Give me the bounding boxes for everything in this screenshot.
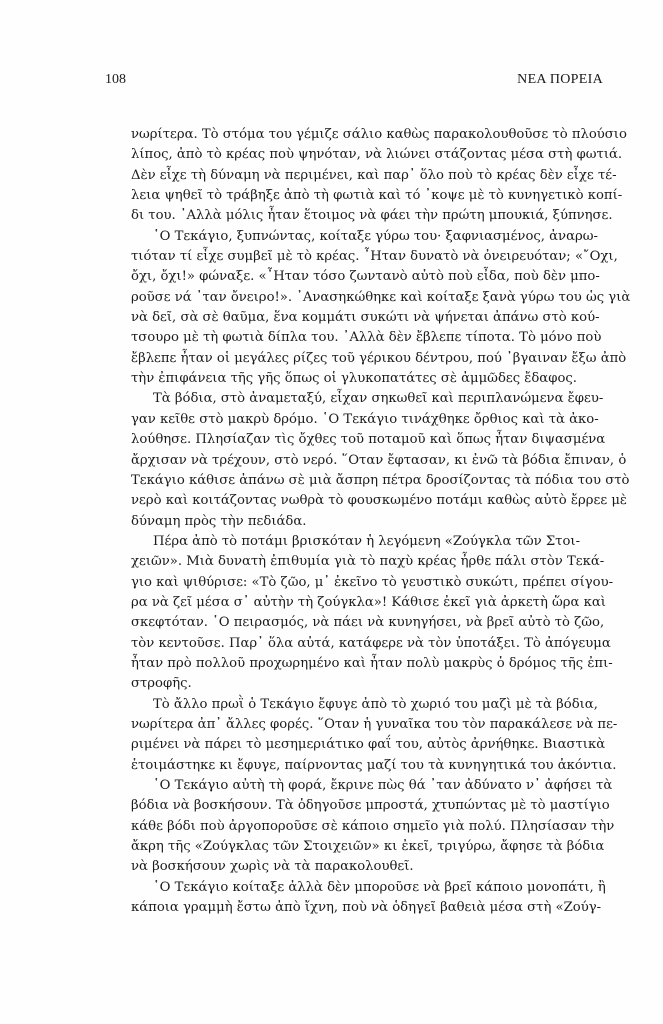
page-header	[105, 72, 603, 92]
text-line: δι του. ᾽Αλλὰ μόλις ἦταν ἕτοιμος νὰ φάει τὴν πρώτη μπουκιά, ξύπνησε.	[131, 208, 613, 224]
text-line: λεια ψηθεῖ τὸ τράβηξε ἀπὸ τὴ φωτιὰ καὶ τό ᾽κοψε μὲ τὸ κυνηγετικὸ κοπί-	[131, 188, 623, 204]
text-line: νωρίτερα. Τὸ στόμα του γέμιζε σάλιο καθὼς παρακολουθοῦσε τὸ πλούσιο	[131, 127, 627, 142]
text-line: δύναμη πρὸς τὴν πεδιάδα.	[131, 513, 307, 529]
text-line: Τὸ ἄλλο πρωῒ ὁ Τεκάγιο ἔφυγε ἀπὸ τὸ χωριό του μαζὶ μὲ τὰ βόδια,	[153, 696, 598, 712]
paragraph	[131, 695, 618, 776]
paragraph	[131, 227, 631, 390]
page-number: 108	[105, 72, 126, 87]
paragraph	[131, 776, 615, 878]
text-line: νερὸ καὶ κοιτάζοντας νωθρὰ τὸ φουσκωμένο ποτάμι καθὼς αὐτὸ ἔρρεε μὲ	[131, 493, 627, 509]
text-line: γιο καὶ ψιθύρισε: «Τὸ ζῶο, μ᾽ ἐκεῖνο τὸ γευστικὸ συκώτι, πρέπει σίγου-	[131, 574, 614, 590]
text-line: λίπος, ἀπὸ τὸ κρέας ποὺ ψηνόταν, νὰ λιώνει στάζοντας μέσα στὴ φωτιά.	[131, 147, 623, 163]
body-text	[131, 125, 631, 918]
text-line: τὸν κεντοῦσε. Παρ᾽ ὅλα αὐτά, κατάφερε νὰ τὸν ὑποτάξει. Τὸ ἀπόγευμα	[131, 635, 611, 651]
text-line: νὰ δεῖ, σὰ σὲ θαῦμα, ἕνα κομμάτι συκώτι νὰ ψήνεται ἀπάνω στὸ κού-	[131, 310, 600, 326]
text-line: Πέρα ἀπὸ τὸ ποτάμι βρισκόταν ἡ λεγόμενη «Ζούγκλα τῶν Στοι-	[153, 533, 581, 549]
text-line: ροῦσε νά ᾽ταν ὄνειρο!». ᾽Ανασηκώθηκε καὶ κοίταξε ξανὰ γύρω του ὡς γιὰ	[131, 289, 631, 305]
text-line: ριμένει νὰ πάρει τὸ μεσημεριάτικο φαΐ του, αὐτὸς ἀρνήθηκε. Βιαστικὰ	[131, 737, 606, 753]
text-line: ῾Ο Τεκάγιο, ξυπνώντας, κοίταξε γύρω του· ξαφνιασμένος, ἀναρω-	[153, 228, 598, 244]
text-line: ἔβλεπε ἦταν οἱ μεγάλες ρίζες τοῦ γέρικου δέντρου, πού ᾽βγαιναν ἔξω ἀπὸ	[131, 350, 627, 366]
text-line: χειῶν». Μιὰ δυνατὴ ἐπιθυμία γιὰ τὸ παχὺ κρέας ἦρθε πάλι στὸν Τεκά-	[131, 554, 605, 570]
text-line: Τὰ βόδια, στὸ ἀναμεταξύ, εἶχαν σηκωθεῖ καὶ περιπλανώμενα ἔφευ-	[153, 391, 604, 407]
text-line: Δὲν εἶχε τὴ δύναμη νὰ περιμένει, καὶ παρ᾽ ὅλο ποὺ τὸ κρέας δὲν εἶχε τέ-	[131, 167, 617, 183]
text-line: Τεκάγιο κάθισε ἀπάνω σὲ μιὰ ἄσπρη πέτρα δροσίζοντας τὰ πόδια του στὸ	[131, 472, 630, 488]
text-line: ἑτοιμάστηκε κι ἔφυγε, παίρνοντας μαζί του τὰ κυνηγητικά του ἀκόντια.	[131, 757, 617, 773]
text-line: ῾Ο Τεκάγιο αὐτὴ τὴ φορά, ἔκρινε πὼς θά ᾽ταν ἀδύνατο ν᾽ ἀφήσει τὰ	[153, 778, 613, 793]
paragraph	[131, 389, 630, 531]
text-line: τιόταν τί εἶχε συμβεῖ μὲ τὸ κρέας. ῏Ηταν δυνατὸ νὰ ὀνειρευόταν; «῎Οχι,	[131, 249, 618, 265]
paragraph	[131, 125, 627, 227]
text-line: νωρίτερα ἀπ᾽ ἄλλες φορές. ῞Οταν ἡ γυναῖκα του τὸν παρακάλεσε νὰ πε-	[131, 716, 618, 732]
text-line: νὰ βοσκήσουν χωρὶς νὰ τὰ παρακολουθεῖ.	[131, 859, 414, 875]
text-line: ἄρχισαν νὰ τρέχουν, στὸ νερό. ῞Οταν ἔφτασαν, κι ἐνῶ τὰ βόδια ἔπιναν, ὁ	[131, 452, 627, 468]
text-line: κάποια γραμμὴ ἔστω ἀπὸ ἴχνη, ποὺ νὰ ὁδηγεῖ βαθειὰ μέσα στὴ «Ζούγ-	[131, 900, 602, 916]
text-line: στροφῆς.	[131, 676, 192, 692]
text-line: σκεφτόταν. ῾Ο πειρασμός, νὰ πάει νὰ κυνηγήσει, νὰ βρεῖ αὐτὸ τὸ ζῶο,	[131, 615, 605, 631]
text-line: βόδια νὰ βοσκήσουν. Τὰ ὁδηγοῦσε μπροστά, χτυπώντας μὲ τὸ μαστίγιο	[131, 798, 610, 814]
paragraph	[131, 532, 614, 695]
running-head: ΝΕΑ ΠΟΡΕΙΑ	[517, 72, 603, 87]
text-line: τσουρο μὲ τὴ φωτιὰ δίπλα του. ᾽Αλλὰ δὲν ἔβλεπε τίποτα. Τὸ μόνο ποὺ	[131, 330, 602, 346]
text-line: κάθε βόδι ποὺ ἀργοποροῦσε σὲ κάποιο σημεῖο γιὰ πολύ. Πλησίασαν τὴν	[131, 818, 615, 834]
paragraph	[131, 878, 606, 919]
text-line: ῾Ο Τεκάγιο κοίταξε ἀλλὰ δὲν μποροῦσε νὰ βρεῖ κάποιο μονοπάτι, ἢ	[153, 879, 606, 895]
text-line: τὴν ἐπιφάνεια τῆς γῆς ὅπως οἱ γλυκοπατάτες σὲ ἀμμῶδες ἔδαφος.	[131, 371, 577, 387]
text-line: ρα νὰ ζεῖ μέσα σ᾽ αὐτὴν τὴ ζούγκλα»! Κάθισε ἐκεῖ γιὰ ἀρκετὴ ὥρα καὶ	[131, 594, 606, 610]
text-line: ὄχι, ὄχι!» φώναξε. «῏Ηταν τόσο ζωντανὸ αὐτὸ ποὺ εἶδα, ποὺ δὲν μπο-	[131, 269, 600, 285]
text-line: γαν κεῖθε στὸ μακρὺ δρόμο. ῾Ο Τεκάγιο τινάχθηκε ὄρθιος καὶ τὰ ἀκο-	[131, 411, 599, 427]
text-line: ἄκρη τῆς «Ζούγκλας τῶν Στοιχειῶν» κι ἐκεῖ, τριγύρω, ἄφησε τὰ βόδια	[131, 839, 605, 855]
text-line: λούθησε. Πλησίαζαν τὶς ὄχθες τοῦ ποταμοῦ καὶ ὅπως ἦταν διψασμένα	[131, 432, 606, 448]
text-line: ἦταν πρὸ πολλοῦ προχωρημένο καὶ ἦταν πολὺ μακρὺς ὁ δρόμος τῆς ἐπι-	[131, 655, 613, 671]
